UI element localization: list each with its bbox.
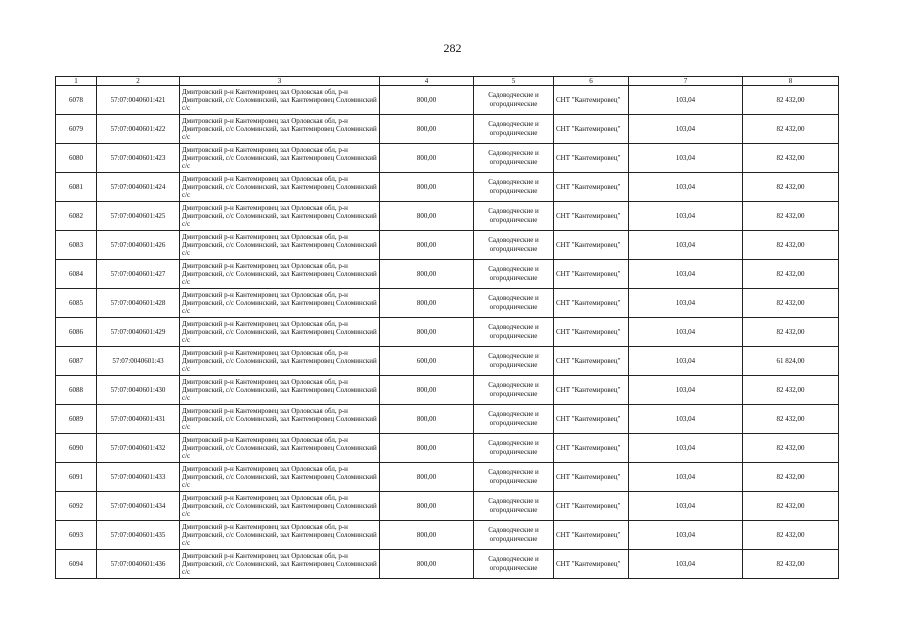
area-cell: 800,00 [380,550,474,579]
rate-cell: 103,04 [629,434,743,463]
table-row [56,463,839,492]
area-cell: 600,00 [380,347,474,376]
table-row [56,492,839,521]
address-cell: Дмитровский р-н Кантемировец зал Орловская обл, р-н Дмитровский, с/с Соломинский, зал Кантемировец Соломинский с/с [180,550,380,579]
area-cell: 800,00 [380,434,474,463]
column-header: 1 [56,77,97,86]
area-cell: 800,00 [380,202,474,231]
usage-cell: Садоводческие и огороднические [474,173,554,202]
address-cell: Дмитровский р-н Кантемировец зал Орловская обл, р-н Дмитровский, с/с Соломинский, зал Кантемировец Соломинский с/с [180,115,380,144]
usage-cell: Садоводческие и огороднические [474,550,554,579]
cadastral-number: 57:07:0040601:422 [97,115,180,144]
rate-cell: 103,04 [629,289,743,318]
usage-cell: Садоводческие и огороднические [474,144,554,173]
cadastral-number: 57:07:0040601:431 [97,405,180,434]
cadastral-number: 57:07:0040601:436 [97,550,180,579]
owner-cell: СНТ "Кантемировец" [554,492,629,521]
cadastral-number: 57:07:0040601:421 [97,86,180,115]
rate-cell: 103,04 [629,463,743,492]
owner-cell: СНТ "Кантемировец" [554,405,629,434]
cadastral-number: 57:07:0040601:434 [97,492,180,521]
rate-cell: 103,04 [629,173,743,202]
column-header: 6 [554,77,629,86]
cadastral-number: 57:07:0040601:423 [97,144,180,173]
address-cell: Дмитровский р-н Кантемировец зал Орловская обл, р-н Дмитровский, с/с Соломинский, зал Кантемировец Соломинский с/с [180,144,380,173]
address-cell: Дмитровский р-н Кантемировец зал Орловская обл, р-н Дмитровский, с/с Соломинский, зал Кантемировец Соломинский с/с [180,347,380,376]
rate-cell: 103,04 [629,260,743,289]
owner-cell: СНТ "Кантемировец" [554,289,629,318]
row-number: 6080 [56,144,97,173]
owner-cell: СНТ "Кантемировец" [554,463,629,492]
cadastral-number: 57:07:0040601:424 [97,173,180,202]
row-number: 6082 [56,202,97,231]
table-row [56,318,839,347]
area-cell: 800,00 [380,405,474,434]
area-cell: 800,00 [380,521,474,550]
owner-cell: СНТ "Кантемировец" [554,231,629,260]
address-cell: Дмитровский р-н Кантемировец зал Орловская обл, р-н Дмитровский, с/с Соломинский, зал Кантемировец Соломинский с/с [180,202,380,231]
rate-cell: 103,04 [629,318,743,347]
usage-cell: Садоводческие и огороднические [474,463,554,492]
owner-cell: СНТ "Кантемировец" [554,173,629,202]
usage-cell: Садоводческие и огороднические [474,260,554,289]
row-number: 6078 [56,86,97,115]
cadastral-number: 57:07:0040601:430 [97,376,180,405]
cadastral-number: 57:07:0040601:432 [97,434,180,463]
rate-cell: 103,04 [629,347,743,376]
table-row [56,347,839,376]
owner-cell: СНТ "Кантемировец" [554,318,629,347]
rate-cell: 103,04 [629,86,743,115]
row-number: 6092 [56,492,97,521]
cadastral-number: 57:07:0040601:428 [97,289,180,318]
page-number: 282 [443,41,462,55]
row-number: 6083 [56,231,97,260]
owner-cell: СНТ "Кантемировец" [554,347,629,376]
row-number: 6088 [56,376,97,405]
row-number: 6085 [56,289,97,318]
usage-cell: Садоводческие и огороднические [474,376,554,405]
value-cell: 82 432,00 [743,376,839,405]
table-row [56,144,839,173]
land-registry-table [55,76,839,579]
row-number: 6084 [56,260,97,289]
value-cell: 82 432,00 [743,231,839,260]
value-cell: 82 432,00 [743,115,839,144]
owner-cell: СНТ "Кантемировец" [554,376,629,405]
usage-cell: Садоводческие и огороднические [474,405,554,434]
value-cell: 82 432,00 [743,550,839,579]
usage-cell: Садоводческие и огороднические [474,231,554,260]
address-cell: Дмитровский р-н Кантемировец зал Орловская обл, р-н Дмитровский, с/с Соломинский, зал Кантемировец Соломинский с/с [180,521,380,550]
table-row [56,260,839,289]
rate-cell: 103,04 [629,550,743,579]
address-cell: Дмитровский р-н Кантемировец зал Орловская обл, р-н Дмитровский, с/с Соломинский, зал Кантемировец Соломинский с/с [180,173,380,202]
value-cell: 82 432,00 [743,144,839,173]
table-body [56,86,839,579]
cadastral-number: 57:07:0040601:435 [97,521,180,550]
address-cell: Дмитровский р-н Кантемировец зал Орловская обл, р-н Дмитровский, с/с Соломинский, зал Кантемировец Соломинский с/с [180,376,380,405]
cadastral-number: 57:07:0040601:433 [97,463,180,492]
cadastral-number: 57:07:0040601:425 [97,202,180,231]
value-cell: 82 432,00 [743,492,839,521]
table-row [56,289,839,318]
usage-cell: Садоводческие и огороднические [474,202,554,231]
area-cell: 800,00 [380,376,474,405]
cadastral-number: 57:07:0040601:426 [97,231,180,260]
column-header: 5 [474,77,554,86]
area-cell: 800,00 [380,173,474,202]
value-cell: 82 432,00 [743,173,839,202]
row-number: 6094 [56,550,97,579]
table-row [56,405,839,434]
owner-cell: СНТ "Кантемировец" [554,202,629,231]
rate-cell: 103,04 [629,115,743,144]
cadastral-number: 57:07:0040601:43 [97,347,180,376]
table-row [56,376,839,405]
row-number: 6079 [56,115,97,144]
address-cell: Дмитровский р-н Кантемировец зал Орловская обл, р-н Дмитровский, с/с Соломинский, зал Кантемировец Соломинский с/с [180,231,380,260]
owner-cell: СНТ "Кантемировец" [554,434,629,463]
rate-cell: 103,04 [629,405,743,434]
table-row [56,202,839,231]
cadastral-number: 57:07:0040601:429 [97,318,180,347]
usage-cell: Садоводческие и огороднические [474,86,554,115]
row-number: 6093 [56,521,97,550]
value-cell: 82 432,00 [743,260,839,289]
owner-cell: СНТ "Кантемировец" [554,521,629,550]
address-cell: Дмитровский р-н Кантемировец зал Орловская обл, р-н Дмитровский, с/с Соломинский, зал Кантемировец Соломинский с/с [180,405,380,434]
row-number: 6086 [56,318,97,347]
value-cell: 82 432,00 [743,289,839,318]
usage-cell: Садоводческие и огороднические [474,521,554,550]
rate-cell: 103,04 [629,202,743,231]
value-cell: 82 432,00 [743,521,839,550]
value-cell: 82 432,00 [743,318,839,347]
column-header: 8 [743,77,839,86]
value-cell: 82 432,00 [743,463,839,492]
usage-cell: Садоводческие и огороднические [474,318,554,347]
address-cell: Дмитровский р-н Кантемировец зал Орловская обл, р-н Дмитровский, с/с Соломинский, зал Кантемировец Соломинский с/с [180,260,380,289]
usage-cell: Садоводческие и огороднические [474,115,554,144]
table-row [56,115,839,144]
address-cell: Дмитровский р-н Кантемировец зал Орловская обл, р-н Дмитровский, с/с Соломинский, зал Кантемировец Соломинский с/с [180,289,380,318]
value-cell: 82 432,00 [743,86,839,115]
row-number: 6087 [56,347,97,376]
address-cell: Дмитровский р-н Кантемировец зал Орловская обл, р-н Дмитровский, с/с Соломинский, зал Кантемировец Соломинский с/с [180,492,380,521]
area-cell: 800,00 [380,115,474,144]
column-header: 4 [380,77,474,86]
usage-cell: Садоводческие и огороднические [474,492,554,521]
usage-cell: Садоводческие и огороднические [474,289,554,318]
owner-cell: СНТ "Кантемировец" [554,550,629,579]
owner-cell: СНТ "Кантемировец" [554,86,629,115]
value-cell: 61 824,00 [743,347,839,376]
address-cell: Дмитровский р-н Кантемировец зал Орловская обл, р-н Дмитровский, с/с Соломинский, зал Кантемировец Соломинский с/с [180,434,380,463]
usage-cell: Садоводческие и огороднические [474,347,554,376]
area-cell: 800,00 [380,318,474,347]
rate-cell: 103,04 [629,376,743,405]
rate-cell: 103,04 [629,231,743,260]
table-row [56,434,839,463]
table-row [56,550,839,579]
row-number: 6089 [56,405,97,434]
cadastral-number: 57:07:0040601:427 [97,260,180,289]
table-row [56,86,839,115]
address-cell: Дмитровский р-н Кантемировец зал Орловская обл, р-н Дмитровский, с/с Соломинский, зал Кантемировец Соломинский с/с [180,463,380,492]
table-row [56,231,839,260]
column-header: 3 [180,77,380,86]
table-row [56,173,839,202]
value-cell: 82 432,00 [743,202,839,231]
area-cell: 800,00 [380,86,474,115]
area-cell: 800,00 [380,289,474,318]
column-header: 2 [97,77,180,86]
row-number: 6081 [56,173,97,202]
rate-cell: 103,04 [629,144,743,173]
value-cell: 82 432,00 [743,405,839,434]
address-cell: Дмитровский р-н Кантемировец зал Орловская обл, р-н Дмитровский, с/с Соломинский, зал Кантемировец Соломинский с/с [180,86,380,115]
area-cell: 800,00 [380,463,474,492]
table-row [56,521,839,550]
value-cell: 82 432,00 [743,434,839,463]
rate-cell: 103,04 [629,492,743,521]
column-header: 7 [629,77,743,86]
area-cell: 800,00 [380,260,474,289]
table-header-row [56,77,839,86]
row-number: 6091 [56,463,97,492]
owner-cell: СНТ "Кантемировец" [554,260,629,289]
area-cell: 800,00 [380,144,474,173]
owner-cell: СНТ "Кантемировец" [554,144,629,173]
usage-cell: Садоводческие и огороднические [474,434,554,463]
address-cell: Дмитровский р-н Кантемировец зал Орловская обл, р-н Дмитровский, с/с Соломинский, зал Кантемировец Соломинский с/с [180,318,380,347]
owner-cell: СНТ "Кантемировец" [554,115,629,144]
area-cell: 800,00 [380,492,474,521]
rate-cell: 103,04 [629,521,743,550]
row-number: 6090 [56,434,97,463]
area-cell: 800,00 [380,231,474,260]
